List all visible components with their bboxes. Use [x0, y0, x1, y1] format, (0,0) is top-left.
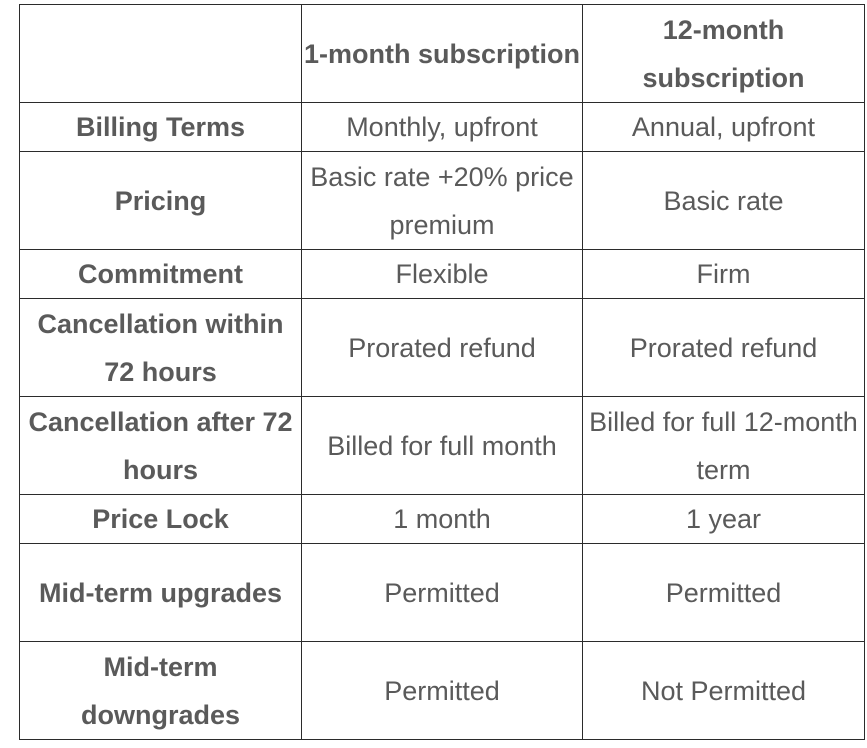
row-header: Cancellation within 72 hours [20, 299, 302, 397]
row-header: Pricing [20, 152, 302, 250]
row-header: Billing Terms [20, 103, 302, 152]
cell-annual: Billed for full 12-month term [583, 397, 865, 495]
comparison-table [19, 4, 865, 740]
row-header: Commitment [20, 250, 302, 299]
cell-annual: Basic rate [583, 152, 865, 250]
table-row [20, 299, 865, 397]
table-row [20, 495, 865, 544]
cell-monthly: Permitted [302, 642, 583, 740]
cell-annual: Annual, upfront [583, 103, 865, 152]
cell-monthly: Monthly, upfront [302, 103, 583, 152]
cell-monthly: 1 month [302, 495, 583, 544]
row-header: Mid-term upgrades [20, 544, 302, 642]
header-row [20, 5, 865, 103]
cell-monthly: Prorated refund [302, 299, 583, 397]
table-row [20, 544, 865, 642]
cell-annual: Not Permitted [583, 642, 865, 740]
row-header: Mid-term downgrades [20, 642, 302, 740]
column-header-monthly: 1-month subscription [302, 5, 583, 103]
cell-monthly: Billed for full month [302, 397, 583, 495]
cell-annual: Firm [583, 250, 865, 299]
cell-monthly: Flexible [302, 250, 583, 299]
cell-annual: Permitted [583, 544, 865, 642]
cell-annual: 1 year [583, 495, 865, 544]
table-row [20, 250, 865, 299]
row-header: Cancellation after 72 hours [20, 397, 302, 495]
cell-monthly: Permitted [302, 544, 583, 642]
table-row [20, 103, 865, 152]
table-row [20, 642, 865, 740]
column-header-annual: 12-month subscription [583, 5, 865, 103]
table-row [20, 397, 865, 495]
corner-cell [20, 5, 302, 103]
table-row [20, 152, 865, 250]
cell-monthly: Basic rate +20% price premium [302, 152, 583, 250]
row-header: Price Lock [20, 495, 302, 544]
cell-annual: Prorated refund [583, 299, 865, 397]
